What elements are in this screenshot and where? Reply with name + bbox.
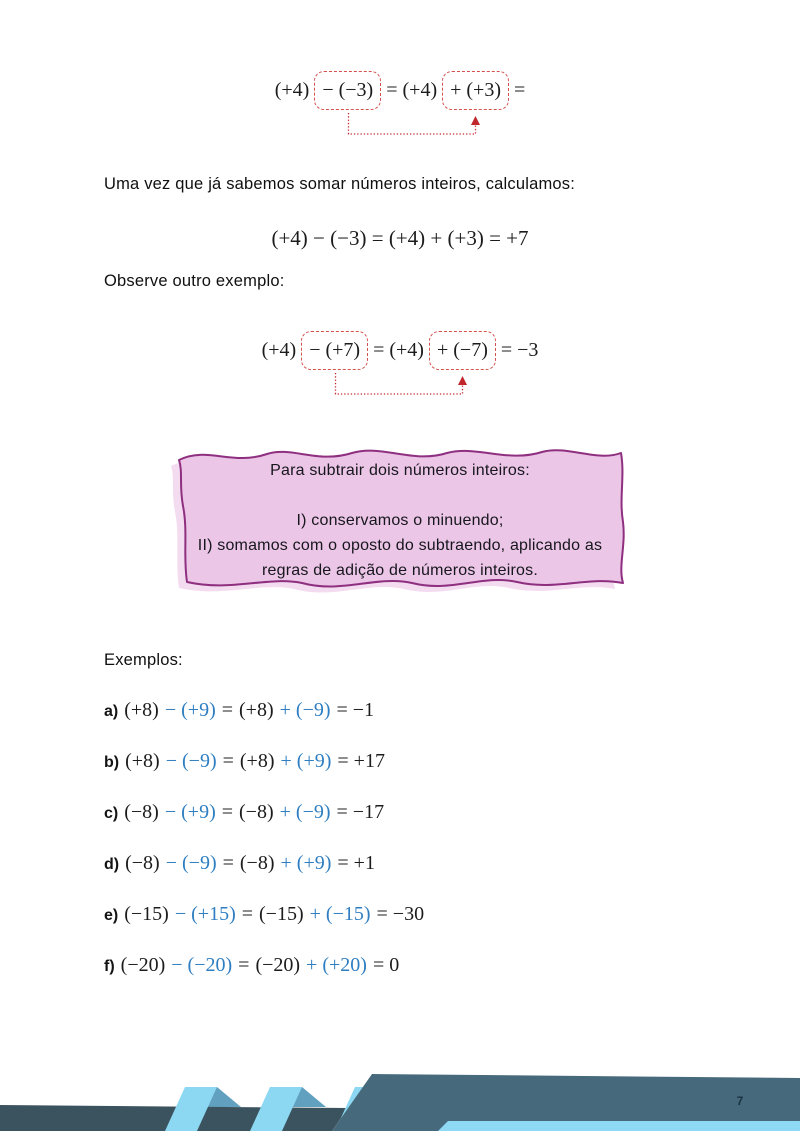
example-term: (−15) (259, 903, 304, 925)
rule-title: Para subtrair dois números inteiros: (270, 462, 530, 479)
example-term: (+8) (239, 750, 275, 772)
rule-item-1: I) conservamos o minuendo; (296, 512, 504, 529)
equation-term: (+4) (274, 79, 310, 101)
equals-sign: = (238, 954, 250, 976)
paragraph-observe: Observe outro exemplo: (104, 272, 285, 290)
example-addition-term: + (−9) (279, 801, 331, 823)
example-subtraction-term: − (−9) (165, 852, 217, 874)
example-result: = −1 (336, 699, 375, 721)
example-term: (−20) (120, 954, 166, 976)
example-subtraction-term: − (+9) (164, 801, 216, 823)
example-term: (+8) (239, 699, 274, 721)
example-subtraction-term: − (+15) (174, 903, 236, 925)
examples-section (104, 651, 424, 1005)
equation-term: (+4) (402, 79, 438, 101)
example-label: f) (104, 958, 115, 975)
example-row (104, 801, 424, 828)
equals-sign: = (373, 339, 385, 361)
second-equation (262, 331, 539, 412)
example-row (104, 699, 424, 726)
example-term: (−20) (255, 954, 301, 976)
example-row (104, 750, 424, 777)
equals-sign: = (221, 801, 234, 823)
equals-sign: = (222, 852, 234, 874)
example-label: a) (104, 703, 119, 720)
example-row (104, 903, 424, 930)
example-label: e) (104, 907, 119, 924)
example-result: = −17 (336, 801, 385, 823)
example-term: (−8) (124, 801, 159, 823)
example-result: = +17 (337, 750, 385, 772)
example-term: (−8) (239, 801, 274, 823)
example-row (104, 954, 424, 981)
example-label: c) (104, 805, 119, 822)
calculation-equation: (+4) − (−3) = (+4) + (+3) = +7 (271, 226, 529, 250)
page-number: 7 (736, 1094, 744, 1108)
example-term: (+8) (125, 750, 160, 772)
second-equation-block (0, 331, 800, 412)
example-addition-term: + (+20) (306, 954, 367, 976)
example-label: d) (104, 856, 120, 873)
example-subtraction-term: − (+9) (164, 699, 216, 721)
paragraph-intro: Uma vez que já sabemos somar números inteiros, calculamos: (104, 175, 576, 193)
opposite-highlight-box: + (−7) (429, 331, 496, 370)
example-addition-term: + (+9) (280, 852, 332, 874)
equals-sign: = (222, 750, 234, 772)
example-addition-term: + (+9) (280, 750, 332, 772)
example-term: (+8) (124, 699, 159, 721)
example-addition-term: + (−9) (279, 699, 331, 721)
examples-heading: Exemplos: (104, 651, 183, 669)
opposite-highlight-box: + (+3) (442, 71, 509, 110)
example-term: (−8) (239, 852, 275, 874)
example-addition-term: + (−15) (309, 903, 371, 925)
equation-term: (+4) (389, 339, 424, 361)
subtrahend-highlight-box: − (+7) (301, 331, 368, 370)
examples-list (104, 699, 424, 981)
example-row (104, 852, 424, 879)
equals-sign: = (386, 79, 398, 101)
intro-equation (275, 71, 526, 152)
footer-decoration (0, 1060, 800, 1131)
example-term: (−8) (125, 852, 160, 874)
example-result: = +1 (337, 852, 375, 874)
equation-result: −3 (517, 339, 539, 361)
rule-item-2: II) somamos com o oposto do subtraendo, aplicando as (197, 537, 603, 554)
equals-sign: = (514, 79, 526, 101)
equals-sign: = (500, 339, 513, 361)
example-result: = 0 (372, 954, 400, 976)
equation-term: (+4) (261, 339, 297, 361)
example-term: (−15) (124, 903, 169, 925)
equals-sign: = (221, 699, 234, 721)
example-subtraction-term: − (−9) (165, 750, 217, 772)
intro-equation-block (0, 71, 800, 152)
example-result: = −30 (376, 903, 425, 925)
rule-item-2-cont: regras de adição de números inteiros. (262, 562, 538, 579)
example-subtraction-term: − (−20) (171, 954, 233, 976)
spacer (183, 483, 617, 508)
subtrahend-highlight-box: − (−3) (314, 71, 381, 110)
example-label: b) (104, 754, 120, 771)
equals-sign: = (241, 903, 254, 925)
footer-strip (438, 1121, 800, 1131)
rule-callout-box (157, 436, 643, 602)
